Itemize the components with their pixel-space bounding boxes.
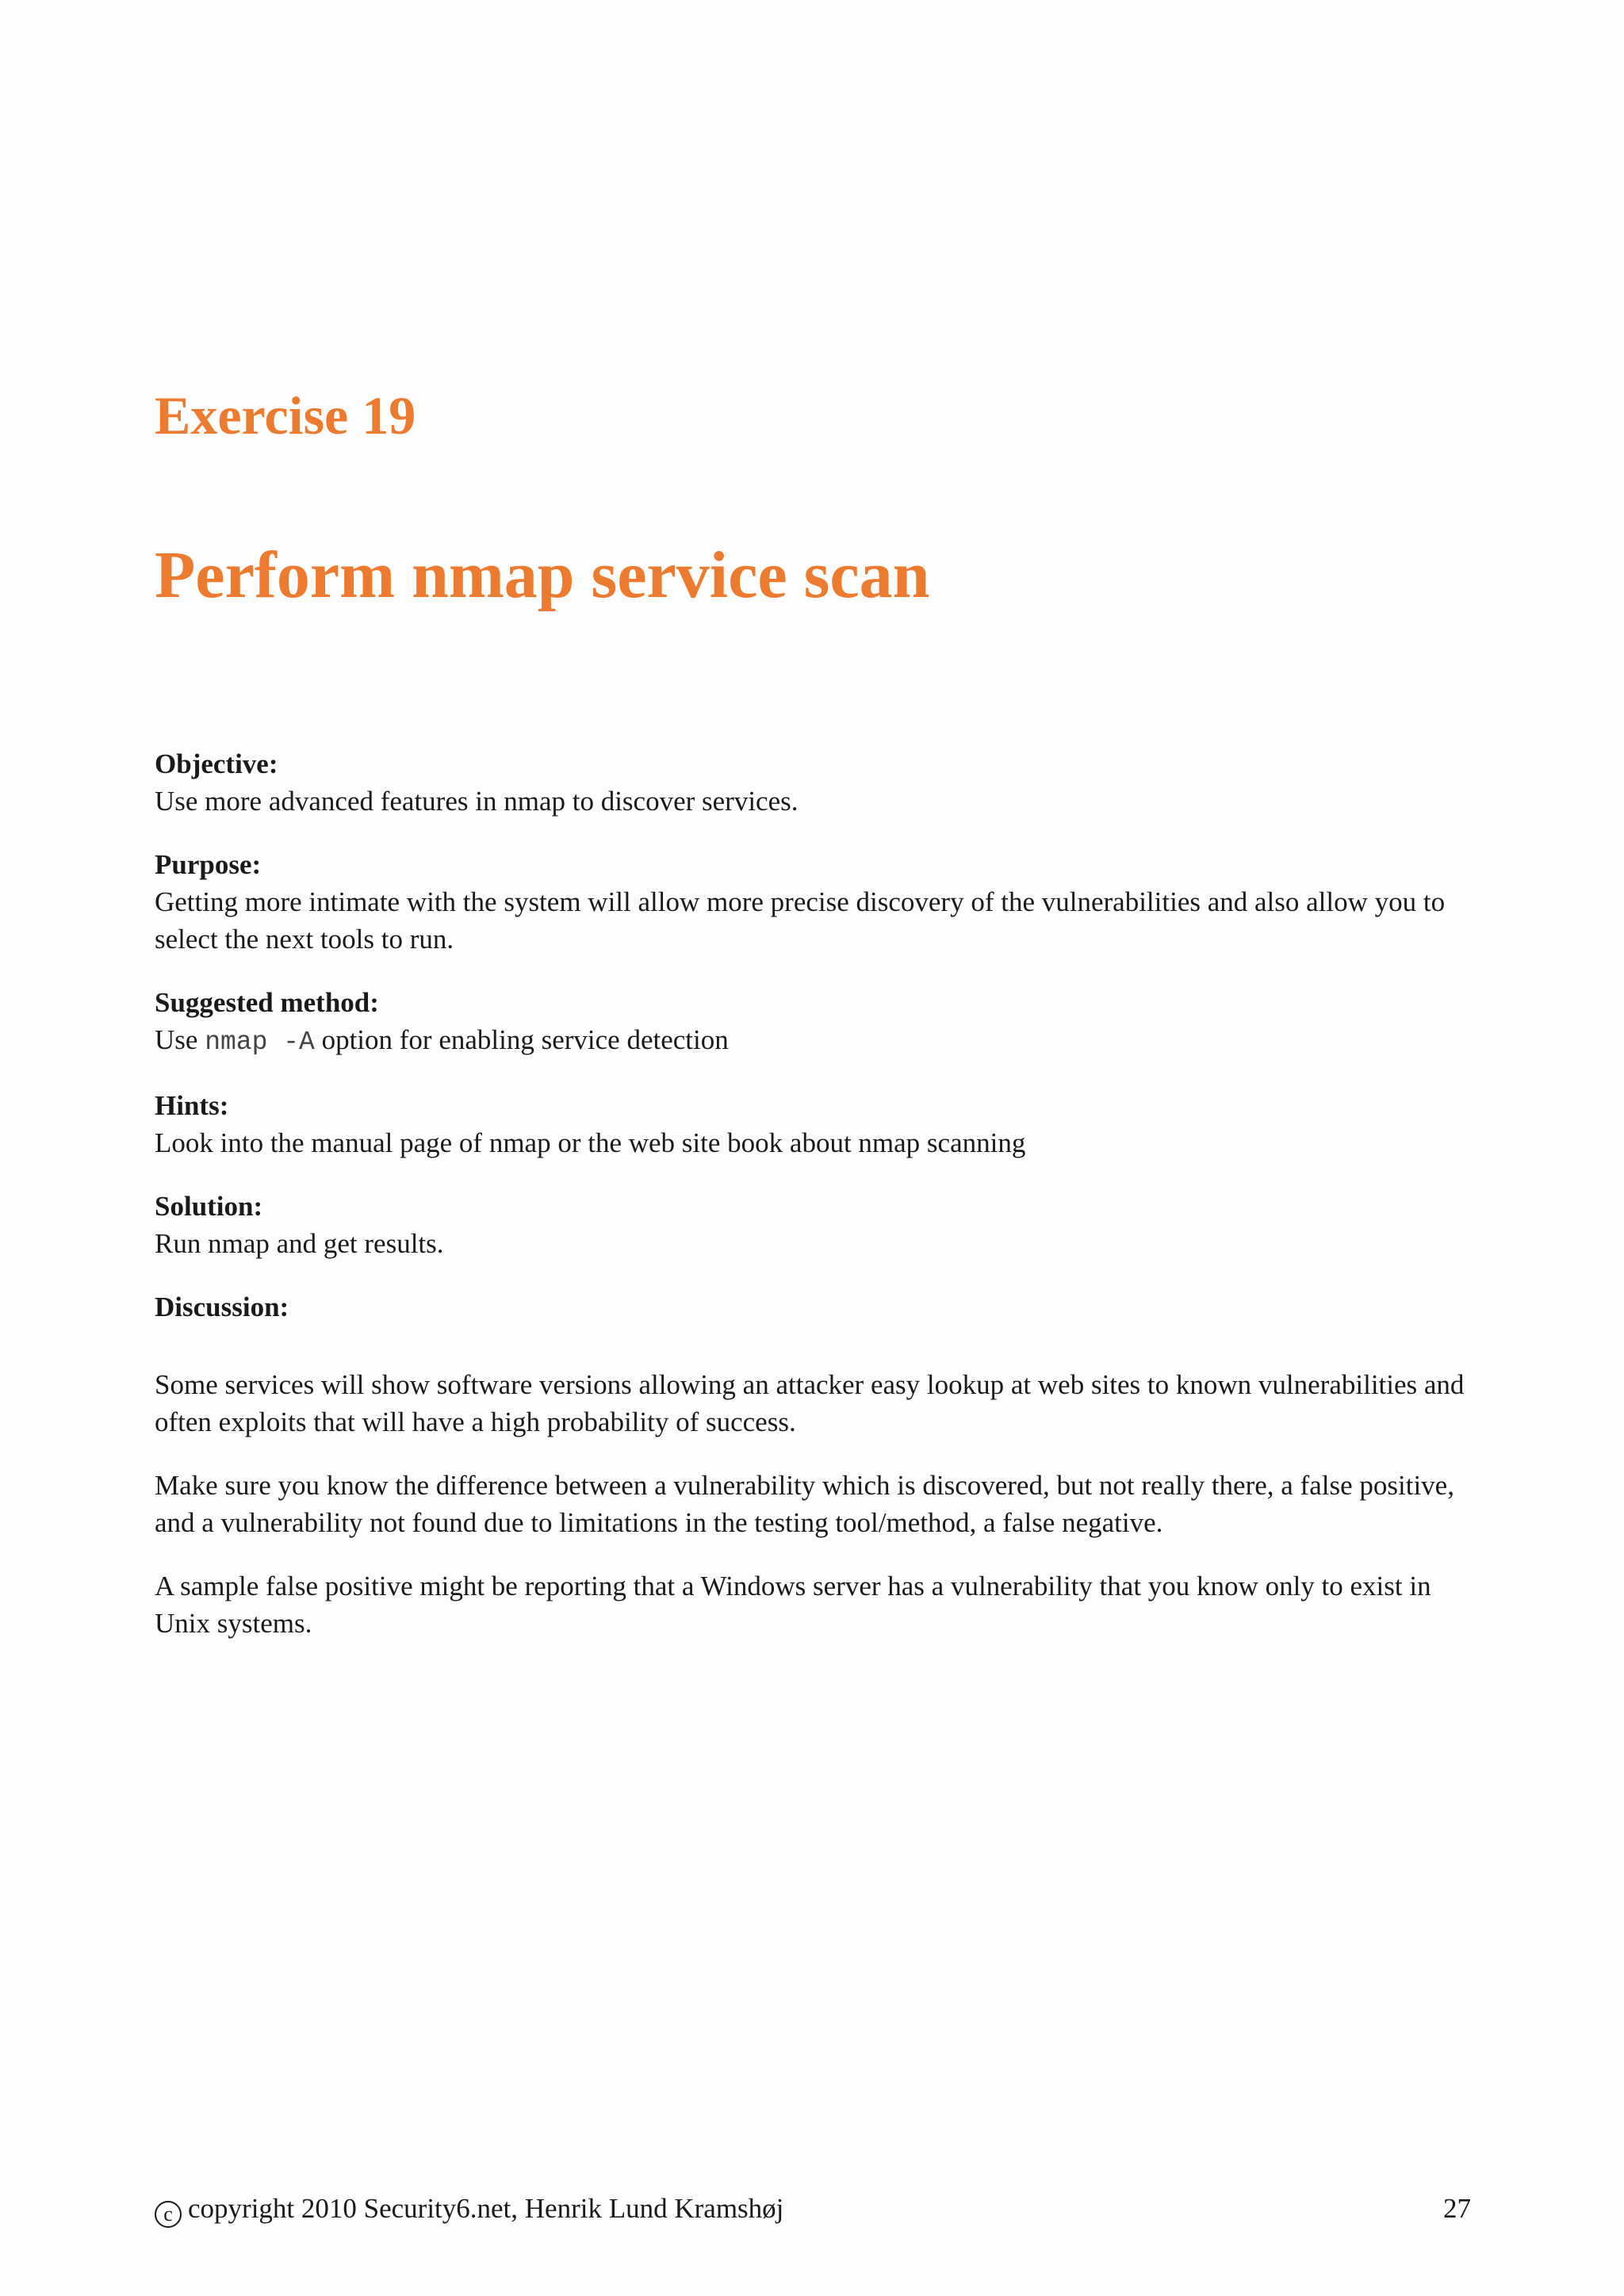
purpose-text: Getting more intimate with the system will allow more precise discovery of the vulnerabilities and also allow you to select the next tools to run. — [155, 886, 1446, 955]
page-number: 27 — [1443, 2193, 1471, 2224]
copyright-text: copyright 2010 Security6.net, Henrik Lund Kramshøj — [188, 2193, 784, 2224]
purpose-section — [155, 846, 1471, 958]
discussion-spacer — [155, 1326, 1471, 1366]
nmap-command-code: nmap -A — [205, 1027, 315, 1057]
hints-section — [155, 1087, 1471, 1161]
purpose-heading: Purpose: — [155, 849, 262, 880]
discussion-paragraph: Make sure you know the difference between a vulnerability which is discovered, but not really there, a false positive, and a vulnerability not found due to limitations in the testing tool/method, a false negative. — [155, 1470, 1454, 1538]
suggested-method-text-before: Use — [155, 1024, 198, 1055]
suggested-method-section — [155, 984, 1471, 1061]
discussion-paragraph: Some services will show software versions allowing an attacker easy lookup at web sites to known vulnerabilities and often exploits that will have a high probability of success. — [155, 1369, 1465, 1437]
objective-text: Use more advanced features in nmap to discover services. — [155, 786, 799, 817]
page-footer — [155, 2190, 1471, 2228]
solution-text: Run nmap and get results. — [155, 1228, 444, 1259]
suggested-method-text — [155, 1021, 1471, 1061]
hints-text: Look into the manual page of nmap or the web site book about nmap scanning — [155, 1127, 1026, 1158]
exercise-content — [155, 745, 1471, 1668]
discussion-paragraph: A sample false positive might be reporting that a Windows server has a vulnerability that you know only to exist in Unix systems. — [155, 1571, 1431, 1639]
discussion-section — [155, 1288, 1471, 1642]
copyright-icon: c — [155, 2201, 182, 2228]
discussion-heading: Discussion: — [155, 1292, 289, 1322]
exercise-label: Exercise 19 — [155, 385, 416, 446]
solution-section — [155, 1188, 1471, 1262]
solution-heading: Solution: — [155, 1191, 263, 1222]
page-title: Perform nmap service scan — [155, 538, 930, 612]
objective-section — [155, 745, 1471, 820]
suggested-method-heading: Suggested method: — [155, 987, 379, 1018]
hints-heading: Hints: — [155, 1090, 229, 1121]
suggested-method-text-after: option for enabling service detection — [321, 1024, 729, 1055]
objective-heading: Objective: — [155, 748, 278, 779]
